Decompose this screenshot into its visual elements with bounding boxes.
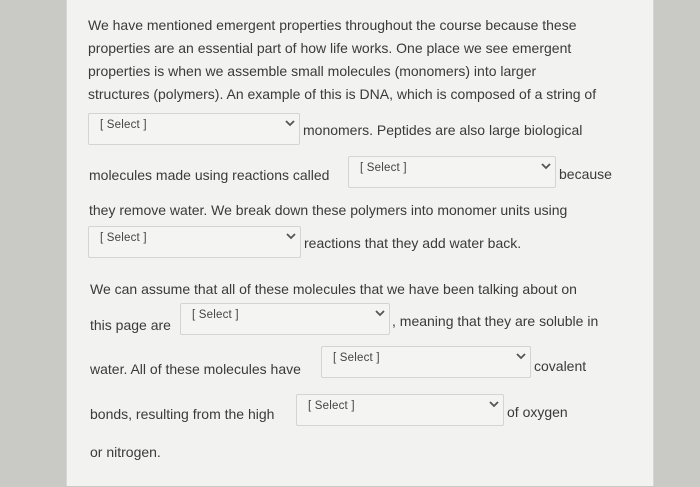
- text-line: they remove water. We break down these polymers into monomer units using: [89, 202, 568, 218]
- text-after-select-2: because: [559, 166, 612, 182]
- select-dropdown-2[interactable]: [348, 156, 556, 188]
- select-placeholder: [ Select ]: [192, 309, 239, 321]
- chevron-down-icon: [489, 400, 499, 408]
- select-placeholder: [ Select ]: [360, 162, 407, 174]
- select-dropdown-5[interactable]: [321, 346, 531, 378]
- chevron-down-icon: [375, 309, 385, 317]
- text-after-select-1: monomers. Peptides are also large biological: [303, 122, 583, 138]
- paragraph-intro: [88, 14, 648, 106]
- text-after-select-6: of oxygen: [507, 404, 568, 420]
- select-placeholder: [ Select ]: [100, 232, 147, 244]
- select-placeholder: [ Select ]: [333, 352, 380, 364]
- text-line: properties are an essential part of how life works. One place we see emergent: [88, 40, 572, 56]
- select-dropdown-4[interactable]: [180, 303, 390, 335]
- text-line: We have mentioned emergent properties throughout the course because these: [88, 17, 577, 33]
- text-line: bonds, resulting from the high: [90, 406, 275, 422]
- text-after-select-3: reactions that they add water back.: [304, 235, 522, 251]
- text-after-select-4: , meaning that they are soluble in: [392, 313, 599, 329]
- select-dropdown-3[interactable]: [88, 226, 301, 258]
- select-placeholder: [ Select ]: [100, 119, 147, 131]
- text-line: properties is when we assemble small molecules (monomers) into larger: [88, 63, 537, 79]
- chevron-down-icon: [285, 119, 295, 127]
- text-line: structures (polymers). An example of this is DNA, which is composed of a string of: [88, 86, 597, 102]
- text-line: water. All of these molecules have: [90, 361, 301, 377]
- chevron-down-icon: [286, 232, 296, 240]
- chevron-down-icon: [516, 352, 526, 360]
- text-line: We can assume that all of these molecules that we have been talking about on: [90, 281, 577, 297]
- select-dropdown-1[interactable]: [88, 113, 300, 145]
- text-line: molecules made using reactions called: [89, 167, 330, 183]
- text-line: this page are: [90, 317, 171, 333]
- chevron-down-icon: [541, 162, 551, 170]
- text-after-select-5: covalent: [534, 358, 587, 374]
- select-dropdown-6[interactable]: [296, 394, 504, 426]
- text-line: or nitrogen.: [90, 444, 161, 460]
- select-placeholder: [ Select ]: [308, 400, 355, 412]
